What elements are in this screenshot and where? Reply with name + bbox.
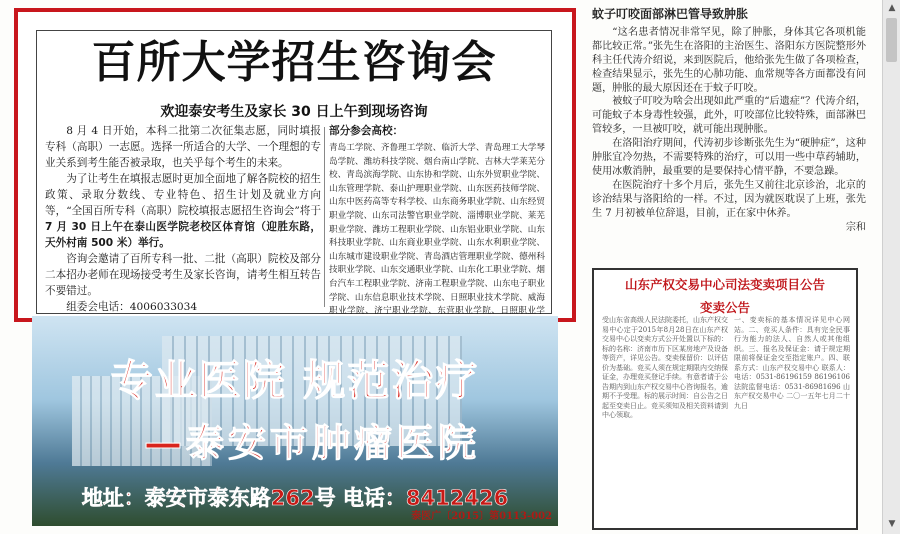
hospital-ad-code: 泰医广〔2015〕第0113-002 (411, 511, 552, 522)
vertical-scrollbar[interactable] (882, 0, 900, 534)
schools-list: 青岛工学院、齐鲁理工学院、临沂大学、青岛理工大学琴岛学院、潍坊科技学院、烟台南山学院、吉林大学莱芜分校、青岛滨海学院、山东协和学院、山东外贸职业学院、山东管理学院、泰山护理职业学院、山东医药技师学院、山东中医药高等专科学校、山东商务职业学院、山东经贸职业学院、山东司法警官职业学院、淄博职业学院、莱芜职业学院、潍坊工程职业学院、山东铝业职业学院、山东科技职业学院、山东商业职业学院、山东水利职业学院、山东城市建设职业学院、青岛酒店管理职业学院、德州科技职业学院、山东交通职业学院、山东化工职业学院、烟台汽车工程职业学院、济南工程职业学院、山东电子职业学院、山东信息职业技术学院、日照职业技术学院、威海职业学院、济宁职业学院、东营职业学院、日照职业学 (329, 143, 545, 317)
article-paragraph-1: “这名患者情况非常罕见，除了肿胀，身体其它各项机能都比较正常。”张先生在洛阳的主治医生、洛阳东方医院整形外科主任代涛介绍说，来到医院后，他给张先生做了各项检查，检查结果显示，张先生的心肺功能、血常规等各方面都没有问题，肿胀的最大原因还在于蚊子叮咬。 (592, 26, 866, 94)
news-article (592, 8, 866, 235)
hospital-slogan: 专业医院 规范治疗 (110, 356, 480, 405)
article-title: 蚊子叮咬面部淋巴管导致肿胀 (592, 7, 749, 21)
ad-paragraph-1: 8 月 4 日开始，本科二批第二次征集志愿，同时填报专科（高职）一志愿。选择一所适合的大学、一个理想的专业关系到考生能否被录取，也关乎每个考生的未来。 (45, 125, 321, 169)
ad-right-column (329, 123, 545, 346)
ad-headline: 百所大学招生咨询会 (91, 37, 497, 88)
ad-hotline: 组委会电话：4006033034 (66, 301, 198, 313)
ad-left-column (45, 123, 321, 315)
notice-body (602, 316, 850, 421)
ad-paragraph-3: 咨询会邀请了百所专科一批、二批（高职）院校及部分二本招办老师在现场接受考生及家长咨询，请考生相互转告不要错过。 (45, 253, 321, 297)
schools-title: 部分参会高校： (329, 125, 404, 137)
hospital-address: 地址：泰安市泰东路262号 电话：8412426 (81, 486, 509, 510)
auction-notice-box (592, 268, 858, 530)
article-paragraph-4: 在医院治疗十多个月后，张先生又前往北京诊治，北京的诊治结果与洛阳给的一样。不过，因为就医耽误了上班，张先生 7 月初被单位辞退，目前，正在家中休养。 (592, 179, 866, 219)
scroll-up-icon[interactable]: ▲ (888, 3, 896, 13)
ad-event-time-location: 7 月 30 日上午在泰山医学院老校区体育馆（迎胜东路，天外村南 500 米）举行。 (45, 221, 321, 249)
hospital-name: —泰安市肿瘤医院 (143, 421, 480, 465)
notice-title: 山东产权交易中心司法变卖项目公告 (624, 277, 825, 292)
column-divider (324, 127, 325, 307)
ad-paragraph-2-text: 为了让考生在填报志愿时更加全面地了解各院校的招生政策、录取分数线、专业特色、招生计划及就业方向等，“全国百所专科（高职）院校填报志愿招生咨询会”将于 (45, 173, 321, 217)
admissions-ad-box (14, 8, 576, 322)
scrollbar-thumb[interactable] (886, 18, 897, 62)
ad-paragraph-2 (45, 171, 321, 251)
notice-column-1: 受山东省高级人民法院委托，山东产权交易中心定于2015年8月28日在山东产权交易中心以变卖方式公开处置以下标的：标的名称：济南市历下区某房地产及设备等资产，详见公告。变卖保留价：以评估价为基础。竞买人须在规定期限内交纳保证金，办理竞买登记手续。有意者请于公告期内到山东产权交易中心咨询报名，逾期不予受理。标的展示时间：自公告之日起至变卖日止。竞买须知及相关资料请到中心领取。 (602, 316, 728, 419)
admissions-ad-inner (36, 30, 552, 317)
scroll-down-icon[interactable]: ▼ (888, 519, 896, 529)
ad-subhead: 欢迎泰安考生及家长 30 日上午到现场咨询 (160, 104, 428, 120)
article-paragraph-3: 在洛阳治疗期间，代涛初步诊断张先生为“硬肿症”，这种肿胀宜冷勿热，不需要特殊的治疗，可以用一些中草药辅助，使用冰敷消肿，最重要的是要保持心情平静，不要急躁。 (592, 138, 866, 177)
article-paragraph-2: 被蚊子叮咬为啥会出现如此严重的“后遗症”？代涛介绍，可能蚊子本身毒性较强，此外，叮咬部位比较特殊，面部淋巴管较多，一旦被叮咬，就可能出现肿胀。 (592, 96, 866, 136)
notice-subtitle: 变卖公告 (699, 300, 750, 315)
notice-column-2: 一、变卖标的基本情况详见中心网站。二、竞买人条件：具有完全民事行为能力的法人、自然人或其他组织。三、报名及保证金：请于规定期限前将保证金交至指定账户。四、联系方式：山东产权交易中心 联系人：电话：0531-86196159 86196106 法院监督电话：0531-86981696 山东产权交易中心 二〇一五年七月二十九日 (734, 316, 850, 410)
hospital-ad (32, 316, 558, 526)
article-byline: 宗和 (845, 221, 866, 233)
